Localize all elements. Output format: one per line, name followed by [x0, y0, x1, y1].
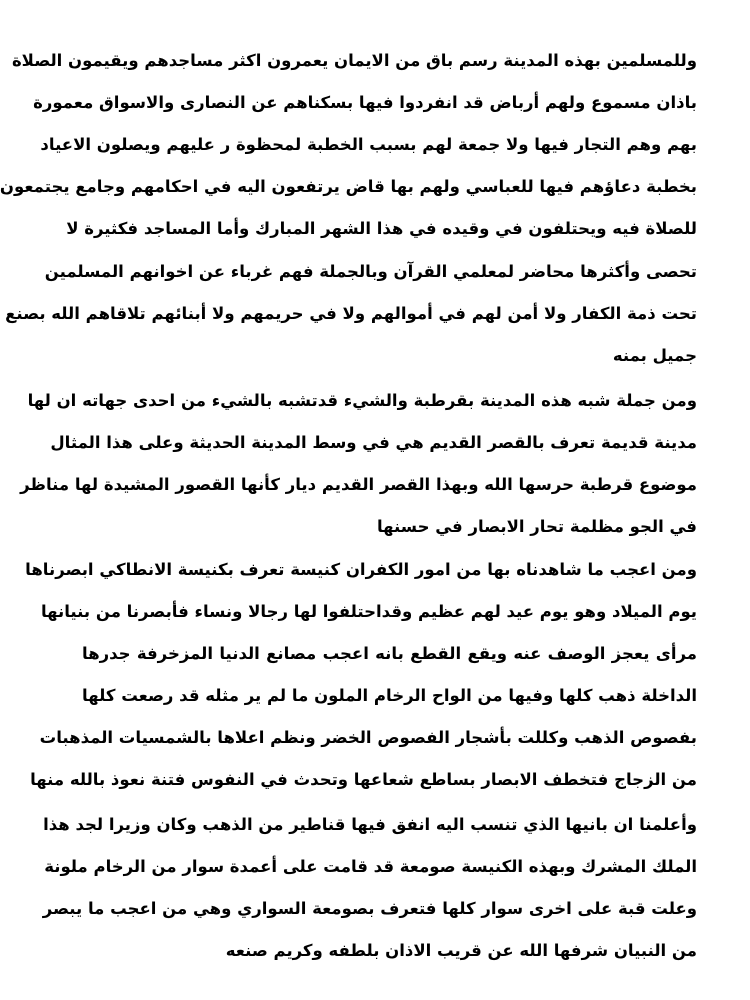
text-line: بهم وهم التجار فيها ولا جمعة لهم بسبب الخطبة لمحظوة ر عليهم ويصلون الاعياد: [40, 135, 697, 154]
text-line: موضوع قرطبة حرسها الله وبهذا القصر القديم ديار كأنها القصور المشيدة لها مناظر: [20, 475, 697, 494]
text-line: بخطبة دعاؤهم فيها للعباسي ولهم بها قاض يرتفعون اليه في احكامهم وجامع يجتمعون: [0, 177, 697, 196]
text-line: تحصى وأكثرها محاضر لمعلمي القرآن وبالجملة فهم غرباء عن اخوانهم المسلمين: [44, 262, 697, 281]
text-line: بفصوص الذهب وكللت بأشجار الفصوص الخضر ونظم اعلاها بالشمسيات المذهبات: [39, 728, 697, 747]
text-line: جميل بمنه: [612, 346, 697, 365]
text-line: الداخلة ذهب كلها وفيها من الواح الرخام الملون ما لم ير مثله قد رصعت كلها: [82, 686, 697, 705]
text-line: للصلاة فيه ويحتلفون في وقيده في هذا الشهر المبارك وأما المساجد فكثيرة لا: [66, 219, 697, 238]
text-line: من الزجاج فتخطف الابصار بساطع شعاعها وتحدث في النفوس فتنة نعوذ بالله منها: [30, 770, 697, 789]
text-line: مدينة قديمة تعرف بالقصر القديم هي في وسط المدينة الحديثة وعلى هذا المثال: [50, 433, 697, 452]
text-line: وأعلمنا ان بانيها الذي تنسب اليه انفق فيها قناطير من الذهب وكان وزيرا لجد هذا: [43, 815, 697, 834]
text-line: يوم الميلاد وهو يوم عيد لهم عظيم وقداحتلفوا لها رجالا ونساء فأبصرنا من بنيانها: [40, 602, 697, 621]
text-line: ومن اعجب ما شاهدناه بها من امور الكفران كنيسة تعرف بكنيسة الانطاكي ابصرناها: [25, 560, 697, 579]
text-line: في الجو مظلمة تحار الابصار في حسنها: [376, 517, 697, 536]
text-line: مرأى يعجز الوصف عنه ويقع القطع بانه اعجب مصانع الدنيا المزخرفة جدرها: [82, 644, 697, 663]
text-line: باذان مسموع ولهم أرباض قد انفردوا فيها بسكناهم عن النصارى والاسواق معمورة: [33, 93, 697, 112]
text-line: وعلت قبة على اخرى سوار كلها فتعرف بصومعة السواري وهي من اعجب ما يبصر: [42, 899, 697, 918]
text-line: من النبيان شرفها الله عن قريب الاذان بلطفه وكريم صنعه: [225, 941, 697, 960]
text-line: تحت ذمة الكفار ولا أمن لهم في أموالهم ولا في حريمهم ولا أبنائهم تلاقاهم الله بصنع: [5, 304, 697, 323]
text-line: وللمسلمين بهذه المدينة رسم باق من الايمان يعمرون اكثر مساجدهم ويقيمون الصلاة: [11, 51, 697, 70]
text-line: الملك المشرك وبهذه الكنيسة صومعة قد قامت على أعمدة سوار من الرخام ملونة: [44, 857, 697, 876]
text-line: ومن جملة شبه هذه المدينة بقرطبة والشيء قدتشبه بالشيء من احدى جهاته ان لها: [27, 391, 697, 410]
